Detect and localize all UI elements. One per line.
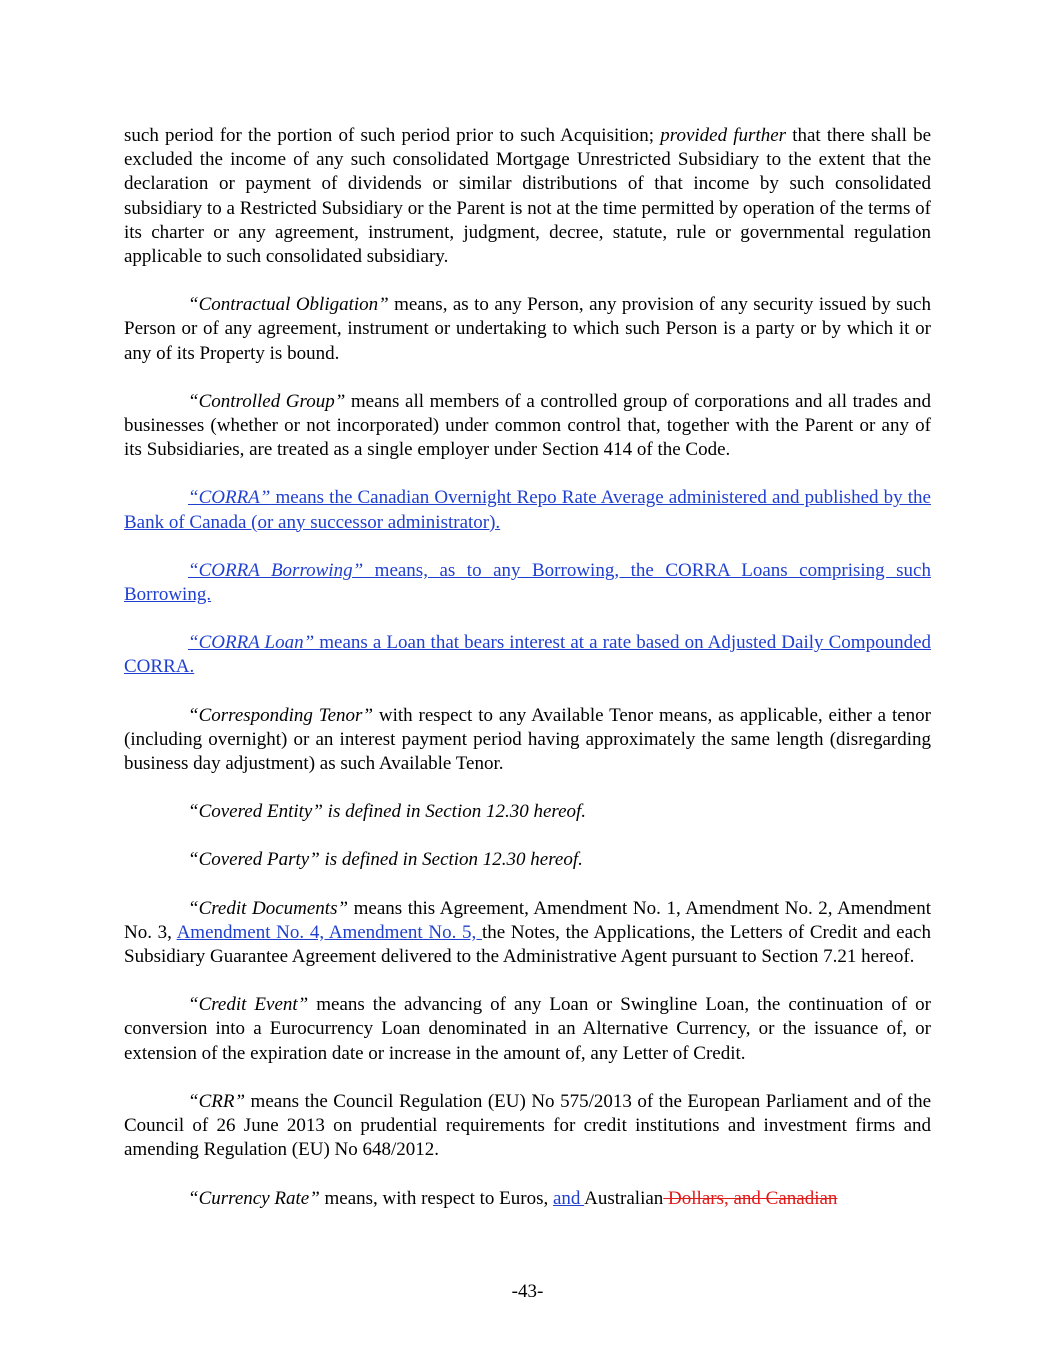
definition-covered-entity <box>124 800 931 824</box>
text-run: that there shall be excluded the income of any such consolidated Mortgage Unrestricted Subsidiary to the extent that the declaration or payment of dividends or similar distributions of that income by such consolidated subsidiary to a Restricted Subsidiary or the Parent is not at the time permitted by operation of the terms of its charter or any agreement, instrument, judgment, decree, statute, rule or governmental regulation applicable to such consolidated subsidiary. <box>124 125 931 268</box>
text-run: such period for the portion of such period prior to such Acquisition; <box>124 125 661 146</box>
deleted-text: Dollars, and Canadian <box>663 1187 838 1209</box>
defined-term: “CORRA Borrowing” <box>188 559 364 581</box>
paragraph-continuation <box>124 124 931 269</box>
definition-text: “Covered Entity” is defined in Section 12.30 hereof. <box>188 801 587 823</box>
definition-credit-documents <box>124 897 931 970</box>
defined-term: “CRR” <box>188 1090 246 1112</box>
definition-corra-borrowing-inserted <box>124 559 931 607</box>
definition-corra-loan-inserted <box>124 631 931 679</box>
definition-corresponding-tenor <box>124 704 931 777</box>
definition-crr <box>124 1090 931 1163</box>
definition-contractual-obligation <box>124 293 931 366</box>
definition-covered-party <box>124 848 931 872</box>
definition-text: means the Council Regulation (EU) No 575/2013 of the European Parliament and of the Council of 26 June 2013 on prudential requirements for credit institutions and investment firms and amending Regulation (EU) No 648/2012. <box>124 1090 931 1161</box>
defined-term: “Credit Documents” <box>188 897 349 919</box>
definition-text: means all members of a controlled group of corporations and all trades and businesses (whether or not incorporated) under common control that, together with the Parent or any of its Subsidiaries, are treated as a single employer under Section 414 of the Code. <box>124 390 931 461</box>
definition-text: with respect to any Available Tenor means, as applicable, either a tenor (including overnight) or an interest payment period having approximately the same length (disregarding business day adjustment) as such Available Tenor. <box>124 704 931 775</box>
inserted-text: Amendment No. 4, Amendment No. 5, <box>176 921 482 943</box>
definition-currency-rate <box>124 1187 931 1211</box>
inserted-text: and <box>553 1187 585 1209</box>
definition-controlled-group <box>124 390 931 463</box>
definition-text: means a Loan that bears interest at a rate based on Adjusted Daily Compounded CORRA. <box>124 632 932 678</box>
definition-text: means the advancing of any Loan or Swingline Loan, the continuation of or conversion into a Eurocurrency Loan denominated in an Alternative Currency, or the issuance of, or extension of the expiration date or increase in the amount of, any Letter of Credit. <box>124 994 931 1064</box>
definition-text: means the Canadian Overnight Repo Rate Average administered and published by the Bank of Canada (or any successor administrator). <box>124 487 931 533</box>
definition-text: means, as to any Person, any provision of any security issued by such Person or of any agreement, instrument or undertaking to which such Person is a party or by which it or any of its Property is bound. <box>124 294 931 364</box>
defined-term: “CORRA Loan” <box>188 632 315 654</box>
definition-text: Australian <box>584 1187 664 1209</box>
defined-term: “CORRA” <box>188 487 271 509</box>
definition-text: means, with respect to Euros, <box>319 1187 553 1209</box>
defined-term: “Currency Rate” <box>188 1187 320 1209</box>
page-number: -43- <box>511 1281 544 1302</box>
definition-text: means, as to any Borrowing, the CORRA Loans comprising such Borrowing. <box>124 559 931 606</box>
document-body <box>124 124 931 1235</box>
defined-term: “Corresponding Tenor” <box>188 704 374 726</box>
defined-term: “Contractual Obligation” <box>188 294 389 316</box>
definition-credit-event <box>124 993 931 1066</box>
definition-corra-inserted <box>124 486 931 534</box>
definition-text: means this Agreement, Amendment No. 1, Amendment No. 2, Amendment No. 3, <box>124 897 931 943</box>
definition-text: the Notes, the Applications, the Letters of Credit and each Subsidiary Guarantee Agreement delivered to the Administrative Agent pursuant to Section 7.21 hereof. <box>124 921 931 968</box>
definition-text: “Covered Party” is defined in Section 12.30 hereof. <box>188 849 583 871</box>
defined-term: “Controlled Group” <box>188 390 346 412</box>
italic-phrase: provided further <box>660 125 787 146</box>
defined-term: “Credit Event” <box>188 994 309 1016</box>
